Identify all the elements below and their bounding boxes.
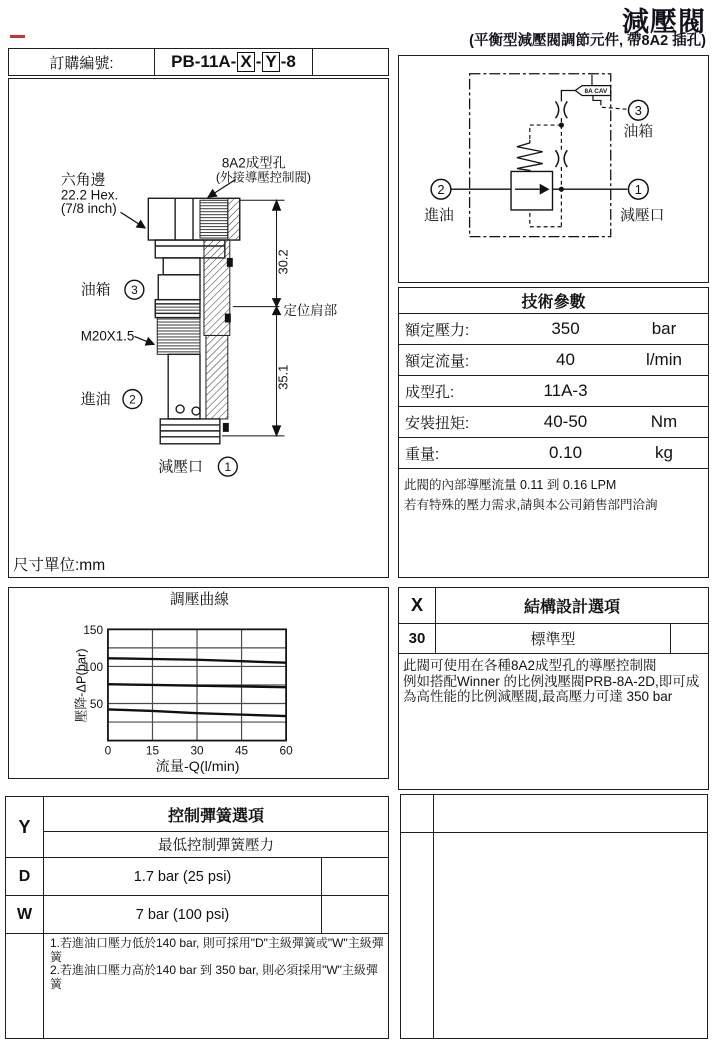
table-row: [6, 896, 388, 934]
tech-row-value: 350: [551, 319, 580, 338]
tech-row-unit: l/min: [646, 350, 682, 369]
y-notes-left-cell: [6, 934, 44, 1038]
order-number-label: 訂購編號:: [9, 49, 155, 75]
table-row: [399, 438, 708, 469]
order-number-code: [155, 49, 313, 75]
tech-row-unit: kg: [655, 443, 673, 462]
table-row: [401, 833, 707, 1038]
y-options-header: 控制彈簧選項: [44, 797, 388, 832]
page-title: 減壓閥: [622, 7, 706, 37]
code-separator: -: [255, 52, 262, 71]
y-options-header-block: [44, 797, 388, 857]
tech-note-line: 此閥的內部導壓流量 0.11 到 0.16 LPM: [404, 478, 617, 492]
code-x-placeholder: X: [237, 52, 254, 72]
head-knurl: [228, 198, 240, 240]
x-options-header: 結構設計選項: [523, 599, 620, 616]
cavity-thread: [200, 200, 228, 238]
x-option-code: 30: [399, 624, 436, 653]
hydraulic-schematic: [399, 56, 707, 281]
table-row: [399, 624, 708, 654]
inlet-port-number: 2: [129, 392, 136, 407]
valve-envelope-border: [470, 74, 611, 237]
x-note-line: 此閥可使用在各種8A2成型孔的導壓控制閥: [403, 658, 657, 673]
y-option-label: 7 bar (100 psi): [44, 896, 322, 933]
hex-label-line2: 22.2 Hex.: [60, 187, 119, 203]
outlet-port-label: 減壓口: [158, 459, 203, 476]
x-tick-label: 45: [234, 743, 249, 758]
tech-row-label: 額定壓力:: [405, 321, 470, 339]
tech-row-value: 0.10: [548, 443, 583, 462]
tech-row-value: 40-50: [543, 412, 588, 431]
y-option-empty-cell: [322, 896, 388, 933]
y-option-label: 1.7 bar (25 psi): [44, 858, 322, 895]
x-options-notes: [399, 654, 708, 705]
chart-title: 調壓曲線: [169, 591, 229, 608]
code-suffix: -8: [280, 52, 296, 71]
inlet-port-label: 進油: [80, 392, 111, 409]
section-hatch-column: [204, 240, 230, 419]
junction-dot: [559, 123, 564, 128]
red-mark: [10, 35, 25, 38]
y-tick-label: 150: [83, 622, 104, 637]
m20-thread: [157, 318, 200, 355]
chart-x-axis-label: 流量-Q(l/min): [155, 759, 240, 776]
dim-upper-value: 30.2: [275, 249, 291, 275]
table-row: [399, 314, 708, 345]
tech-note-line: 若有特殊的壓力需求,請與本公司銷售部門洽詢: [404, 498, 658, 512]
page-subtitle: (平衡型減壓閥調節元件, 帶8A2 插孔): [469, 33, 706, 49]
chart-y-axis-label: 壓降-ΔP(bar): [73, 648, 89, 723]
orifice-icon: [555, 101, 558, 118]
y-option-empty-cell: [322, 858, 388, 895]
y-options-key: Y: [6, 797, 44, 857]
x-note-line: 例如搭配Winner 的比例洩壓閥PRB-8A-2D,即可成: [403, 673, 700, 689]
x-options-key: X: [399, 588, 436, 623]
inlet-port-label: 進油: [424, 207, 454, 224]
spring-icon: [517, 140, 543, 172]
y-tick-label: 100: [83, 659, 104, 674]
x-note-line: 為高性能的比例減壓閥,最高壓力可達 350 bar: [403, 689, 673, 704]
y-option-code: D: [6, 858, 44, 895]
pressure-curve-panel: [8, 587, 389, 779]
empty-key-cell: [401, 795, 434, 832]
flow-arrow-icon: [540, 184, 550, 195]
cavity-tag: [575, 75, 627, 110]
tech-params-header: 技術參數: [399, 288, 708, 314]
cavity-label-line1: 8A2成型孔: [221, 155, 286, 171]
code-y-placeholder: Y: [262, 52, 279, 72]
y-options-notes: [44, 934, 388, 1038]
y-note-line: 1.若進油口壓力低於140 bar, 則可採用"D"主級彈簧或"W"主級彈簧: [50, 936, 384, 964]
x-option-empty-cell: [671, 624, 708, 653]
table-row: [6, 934, 388, 1038]
valve-cross-section-drawing: [9, 79, 388, 576]
x-tick-label: 60: [279, 743, 293, 758]
table-row: [399, 345, 708, 376]
empty-key-cell: [401, 833, 434, 1038]
empty-options-table: [400, 794, 708, 1039]
dim-lower-value: 35.1: [275, 364, 291, 390]
tech-notes: [399, 469, 708, 515]
dimension-unit-note: 尺寸單位:mm: [13, 557, 106, 574]
table-row: [6, 858, 388, 896]
table-row: [399, 407, 708, 438]
waist: [158, 275, 200, 300]
table-row: [399, 376, 708, 407]
cavity-tag-text: 8A CAV: [584, 88, 608, 96]
tech-row-label: 成型孔:: [405, 383, 455, 401]
table-row: [6, 797, 388, 858]
tank-port-label: 油箱: [80, 282, 111, 299]
tech-row-label: 額定流量:: [405, 352, 470, 370]
neck: [163, 258, 200, 275]
hex-label-line1: 六角邊: [60, 172, 106, 189]
tank-port-number: 3: [131, 283, 138, 298]
inlet-port-number: 2: [437, 182, 445, 198]
x-tick-label: 30: [190, 743, 204, 758]
table-row: [401, 795, 707, 833]
order-number-table: [8, 48, 389, 76]
tech-params-table: [398, 287, 709, 578]
x-options-table: [398, 587, 709, 790]
tech-row-value: 11A-3: [543, 381, 588, 400]
orifice-icon: [555, 150, 558, 167]
tank-port-number: 3: [634, 103, 642, 119]
order-empty-cell: [313, 49, 388, 75]
tank-port-label: 油箱: [623, 123, 654, 140]
tech-row-label: 重量:: [405, 445, 440, 463]
code-prefix: PB-11A-: [171, 52, 237, 71]
check-ball: [192, 407, 200, 415]
outlet-port-number: 1: [634, 182, 642, 198]
pressure-curve-chart: [9, 588, 387, 777]
y-options-table: [5, 796, 389, 1039]
thread-label: M20X1.5: [80, 328, 135, 344]
hex-label-line3: (7/8 inch): [60, 201, 117, 217]
cavity-label-line2: (外接導壓控制閥): [215, 170, 312, 185]
outlet-port-number: 1: [224, 460, 232, 475]
y-tick-label: 50: [89, 696, 104, 711]
hydraulic-schematic-panel: [398, 55, 709, 283]
tech-row-unit: Nm: [650, 412, 678, 431]
ridge-lines: [155, 304, 200, 314]
y-options-subheader: 最低控制彈簧壓力: [158, 838, 274, 854]
x-tick-label: 15: [145, 743, 160, 758]
outlet-port-label: 減壓口: [620, 207, 665, 224]
table-row: [399, 588, 708, 624]
y-note-line: 2.若進油口壓力高於140 bar 到 350 bar, 則必須採用"W"主級彈簧: [50, 963, 378, 991]
y-option-code: W: [6, 896, 44, 933]
tech-row-unit: bar: [651, 319, 677, 338]
x-tick-label: 0: [104, 743, 112, 758]
x-option-label: 標準型: [436, 624, 671, 653]
chart-x-tick-labels: [105, 743, 293, 757]
o-ring-section: [176, 405, 184, 413]
valve-drawing-panel: [8, 78, 389, 578]
shoulder-label: 定位肩部: [283, 303, 338, 319]
tech-row-value: 40: [556, 350, 575, 369]
tech-row-label: 安裝扭矩:: [405, 414, 470, 432]
